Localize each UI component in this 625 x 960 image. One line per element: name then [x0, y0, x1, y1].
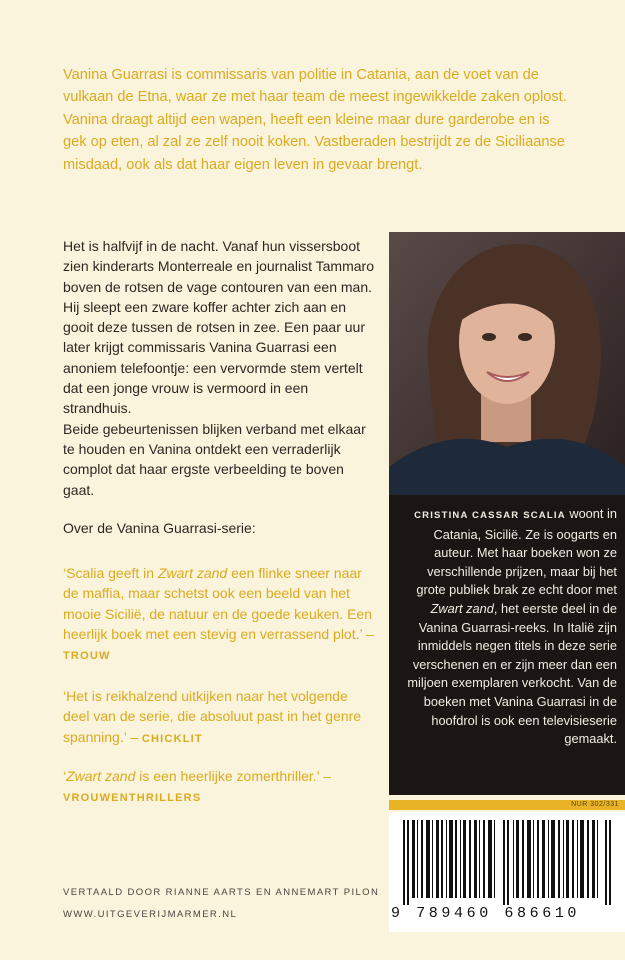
synopsis-paragraph-1: Het is halfvijf in de nacht. Vanaf hun vissersboot zien kinderarts Monterreale en journalist Tammaro boven de rotsen de vage contouren van een man. Hij sleept een zware koffer achter zich aan en gooit deze tussen de rotsen in zee. Een paar uur later krijgt commissaris Vanina Guarrasi een anoniem telefoontje: een vervormde stem vertelt dat een jonge vrouw is vermoord in een strandhuis.	[63, 238, 374, 417]
synopsis	[63, 236, 375, 500]
quote-text: ‘Het is reikhalzend uitkijken naar het volgende deel van de serie, die absoluut past in het genre spanning.’ –	[63, 688, 362, 745]
bio-text: woont in Catania, Sicilië. Ze is oogarts en auteur. Met haar boeken won ze verschillende prijzen, maar bij het grote publiek brak ze echt door met	[416, 506, 617, 598]
quote-source: CHICKLIT	[141, 732, 203, 745]
quote-text: is een heerlijke zomerthriller.’ –	[135, 768, 331, 784]
series-heading: Over de Vanina Guarrasi-serie:	[63, 520, 256, 536]
review-quote-3	[63, 766, 375, 809]
quote-source: VROUWENTHRILLERS	[63, 792, 202, 805]
quote-text: een flinke sneer naar de maffia, maar schetst ook een beeld van het mooie Sicilië, de natuur en de goede keuken. Een heerlijk boek met een stevig en verrassend plot.’ –	[63, 565, 374, 642]
bio-book-title: Zwart zand	[430, 600, 494, 616]
quote-source: TROUW	[63, 650, 111, 663]
author-name: CRISTINA CASSAR SCALIA	[414, 510, 566, 521]
quote-book-title: Zwart zand	[157, 565, 228, 581]
bio-text: , het eerste deel in de Vanina Guarrasi-reeks. In Italië zijn inmiddels negen titels in deze serie verschenen en er zijn meer dan een miljoen exemplaren verkocht. Van de boeken met Vanina Guarrasi in de hoofdrol is ook een televisieserie gemaakt.	[407, 600, 617, 747]
author-photo	[389, 232, 625, 495]
barcode	[389, 812, 625, 932]
translator-credit: VERTAALD DOOR RIANNE AARTS EN ANNEMART PILON	[63, 887, 380, 898]
author-bio	[389, 495, 625, 795]
quote-text: ‘Scalia geeft in	[63, 565, 158, 581]
quote-text: ‘	[63, 768, 67, 784]
review-quote-2	[63, 686, 375, 749]
isbn-number: 9 789460 686610	[391, 905, 581, 922]
nur-code: NUR 302/331	[389, 800, 625, 810]
synopsis-paragraph-2: Beide gebeurtenissen blijken verband met elkaar te houden en Vanina ontdekt een verraderlijk complot dat haar ergste verbeelding te boven gaat.	[63, 420, 366, 498]
author-bio-text	[401, 505, 617, 749]
review-quote-1	[63, 563, 375, 666]
barcode-icon	[403, 820, 611, 905]
back-cover-blurb: Vanina Guarrasi is commissaris van politie in Catania, aan de voet van de vulkaan de Etna, waar ze met haar team de meest ingewikkelde zaken oplost. Vanina draagt altijd een wapen, heeft een kleine maar dure garderobe en is gek op eten, al zal ze zelf nooit koken. Vastberaden bestrijdt ze de Siciliaanse misdaad, ook als dat haar eigen leven in gevaar brengt.	[63, 67, 567, 173]
quote-book-title: Zwart zand	[66, 768, 136, 784]
publisher-website: WWW.UITGEVERIJMARMER.NL	[63, 909, 238, 920]
